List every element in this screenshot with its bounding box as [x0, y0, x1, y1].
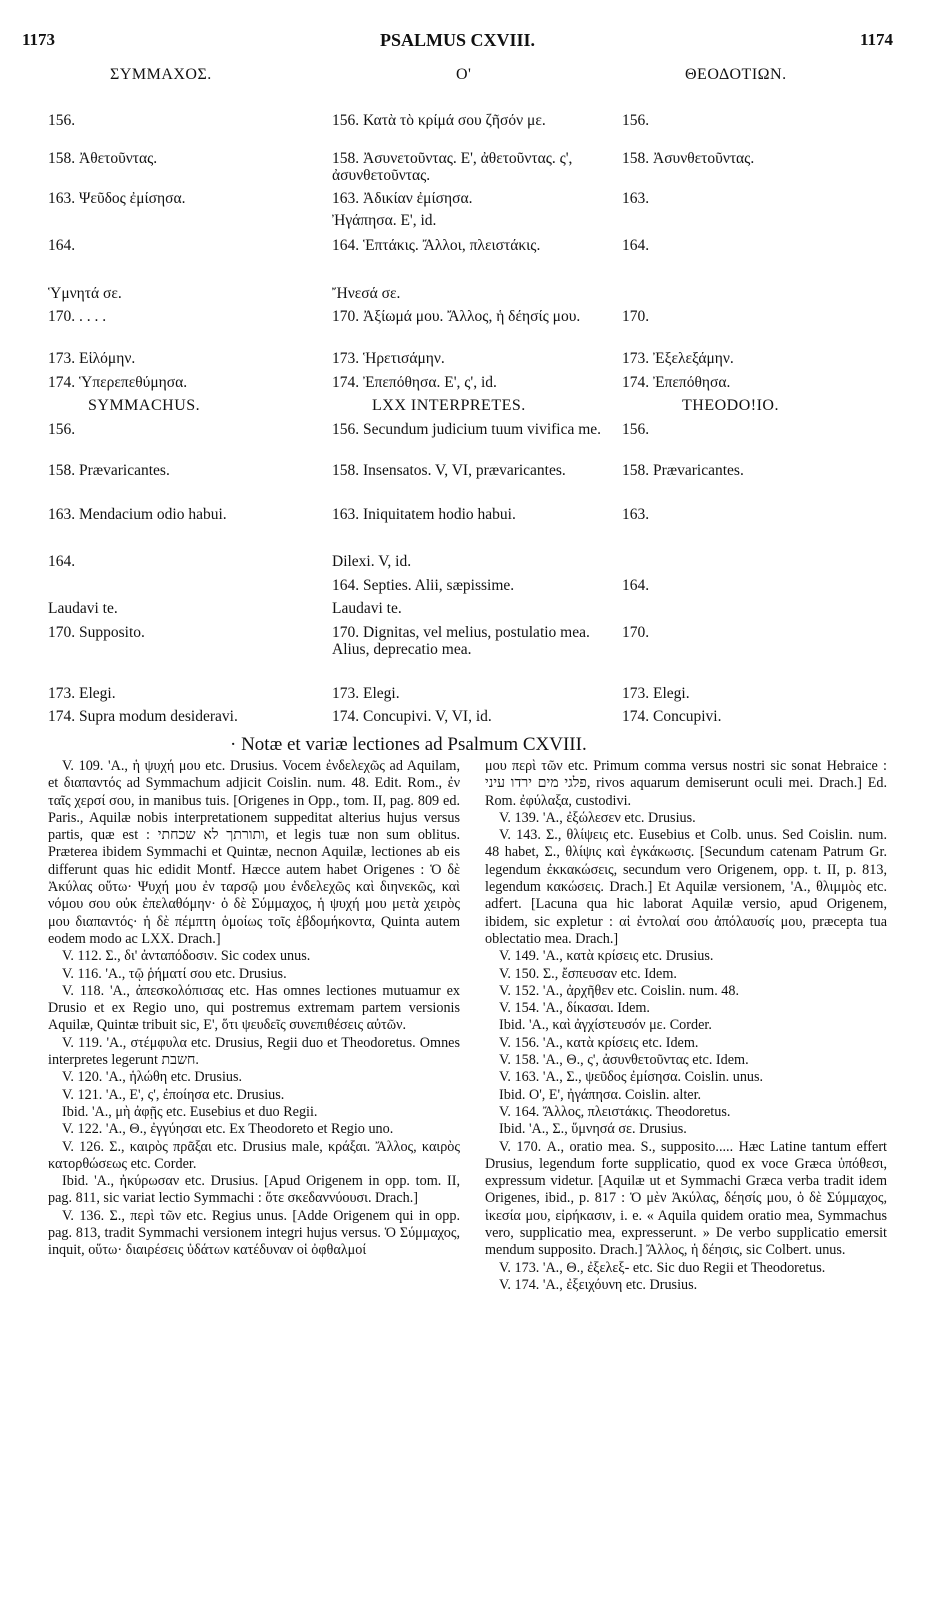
latin-row-center: 174. Concupivi. V, VI, id. [332, 708, 492, 725]
note-paragraph: V. 116. 'Α., τῷ ῥήματί σου etc. Drusius. [62, 965, 287, 982]
note-paragraph: V. 118. 'Α., ἀπεσκολόπισας etc. Has omnes lectiones mutuamur ex Drusio et ex Regio uno, qui postremus extremam partem versionis Aquilæ, Quintæ tribuit sic, Ε', ὅτι ψευδεῖς συνεπιθέσεις αὐτῶν. [48, 982, 460, 1034]
note-paragraph: V. 156. 'Α., κατὰ κρίσεις etc. Idem. [499, 1034, 699, 1051]
greek-row-center: 163. Ἀδικίαν ἐμίσησα. [332, 190, 473, 207]
note-paragraph: V. 173. 'Α., Θ., ἐξελεξ- etc. Sic duo Regii et Theodoretus. [499, 1259, 826, 1276]
note-paragraph: V. 126. Σ., καιρὸς πρᾶξαι etc. Drusius male, κράξαι. Ἄλλος, καιρὸς κατορθώσεως etc. Corder. [48, 1138, 460, 1172]
latin-row-center: 164. Septies. Alii, sæpissime. [332, 577, 515, 594]
note-paragraph: Ibid. 'Α., καὶ ἀγχίστευσόν με. Corder. [499, 1017, 712, 1034]
greek-row-center: 158. Ἀσυνετοῦντας. Ε', ἀθετοῦντας. ς', ἀσυνθετοῦντας. [332, 150, 573, 184]
latin-row-left: 163. Mendacium odio habui. [48, 506, 227, 523]
page-number-right: 1174 [860, 30, 894, 49]
page-title: PSALMUS CXVIII. [380, 30, 536, 50]
latin-row-right: 173. Elegi. [622, 685, 690, 702]
column-head-symmachus-greek: ΣΥΜΜΑΧΟΣ. [110, 66, 212, 83]
note-paragraph: V. 154. 'Α., δίκασαι. Idem. [499, 1000, 650, 1017]
greek-row-left: 170. . . . . [48, 308, 107, 325]
note-paragraph: V. 158. 'Α., Θ., ς', ἀσυνθετοῦντας etc. Idem. [499, 1052, 749, 1069]
note-paragraph: V. 149. 'Α., κατὰ κρίσεις etc. Drusius. [499, 948, 714, 965]
note-paragraph: V. 112. Σ., δι' ἀνταπόδοσιν. Sic codex unus. [62, 948, 311, 965]
latin-row-right: 174. Concupivi. [622, 708, 722, 725]
latin-row-right: 163. [622, 506, 650, 523]
note-paragraph: Ibid. Ο', Ε', ἠγάπησα. Coislin. alter. [499, 1086, 702, 1103]
greek-row-right: 158. Ἀσυνθετοῦντας. [622, 150, 755, 167]
notes-right-column [485, 758, 887, 1294]
latin-row-left: 174. Supra modum desideravi. [48, 708, 238, 725]
column-head-symmachus-latin: SYMMACHUS. [88, 397, 201, 414]
greek-row-left: Ὑμνητά σε. [48, 285, 122, 302]
note-paragraph: V. 143. Σ., θλίψεις etc. Eusebius et Colb. unus. Sed Coislin. num. 48 habet, Σ., θλίψις καὶ ἐγκάκωσις. [Secundum catenam Patrum Gr. legendum ἐκκακώσεις, secundum vero Origenem, opp. t. II, p. 813, legendum κακώσεις. Drach.] Et Aquilæ versionem, 'Α., θλιμμὸς etc. adfert. [Lacuna qua hic laborat Aquilæ versio, apud Origenem, ibidem, sic expletur : αἱ ἐντολαί σου ἀπόλαυσίς μου, præcepta tua oblectatio mea. Drach.] [485, 827, 887, 947]
note-paragraph: Ibid. 'Α., μὴ ἀφῇς etc. Eusebius et duo Regii. [62, 1103, 318, 1120]
greek-row-left: 173. Εἱλόμην. [48, 350, 136, 367]
note-paragraph: V. 164. Ἄλλος, πλειστάκις. Theodoretus. [499, 1103, 731, 1120]
latin-row-right: 164. [622, 577, 650, 594]
note-paragraph: V. 136. Σ., περὶ τῶν etc. Regius unus. [Adde Origenem qui in opp. pag. 813, tradit Symmachi versionem integri hujus versus. Ὁ Σύμμαχος, inquit, οὕτω· διαιρέσεις ὑδάτων κατέδυναν οἱ ὀφθαλμοί [48, 1207, 460, 1259]
greek-row-right: 170. [622, 308, 650, 325]
latin-row-center: 158. Insensatos. V, VI, prævaricantes. [332, 462, 566, 479]
greek-row-left: 174. Ὑπερεπεθύμησα. [48, 374, 188, 391]
latin-row-center: Dilexi. V, id. [332, 553, 412, 570]
note-paragraph: V. 163. 'Α., Σ., ψεῦδος ἐμίσησα. Coislin. unus. [499, 1069, 764, 1086]
latin-row-right: 158. Prævaricantes. [622, 462, 744, 479]
note-paragraph: V. 139. 'Α., ἐξώλεσεν etc. Drusius. [499, 809, 696, 826]
greek-row-center: Ἠγάπησα. Ε', id. [332, 212, 437, 229]
greek-row-right: 173. Ἐξελεξάμην. [622, 350, 734, 367]
greek-row-center: Ἤνεσά σε. [332, 285, 401, 302]
greek-row-left: 156. [48, 112, 76, 129]
note-paragraph: V. 150. Σ., ἔσπευσαν etc. Idem. [499, 965, 677, 982]
note-paragraph: μου περὶ τῶν etc. Primum comma versus nostri sic sonat Hebraice : פלגי מים ירדו עיני, rivos aquarum demiserunt oculi mei. Drach.] Ed. Rom. ἐφύλαξα, custodivi. [485, 758, 887, 809]
note-paragraph: V. 152. 'Α., ἀρχῆθεν etc. Coislin. num. 48. [499, 982, 740, 999]
latin-row-center: 156. Secundum judicium tuum vivifica me. [332, 421, 602, 438]
latin-row-left: 170. Supposito. [48, 624, 145, 641]
latin-row-right: 156. [622, 421, 650, 438]
latin-row-center: Laudavi te. [332, 600, 402, 617]
greek-row-right: 164. [622, 237, 650, 254]
column-head-theodotion-greek: ΘΕΟΔΟΤΙΩΝ. [685, 66, 787, 83]
latin-row-right: 170. [622, 624, 650, 641]
greek-row-right: 156. [622, 112, 650, 129]
note-paragraph: V. 121. 'Α., Ε', ς', ἐποίησα etc. Drusius. [62, 1086, 285, 1103]
notes-left-column [48, 758, 460, 1260]
notes-title: · Notæ et variæ lectiones ad Psalmum CXVIII. [230, 734, 587, 755]
note-paragraph: Ibid. 'Α., Σ., ὕμνησά σε. Drusius. [499, 1121, 687, 1138]
note-paragraph: Ibid. 'Α., ἠκύρωσαν etc. Drusius. [Apud Origenem in opp. tom. II, pag. 811, sic variat lectio Symmachi : ὅτε σκεδαννύουσι. Drach.] [48, 1173, 460, 1207]
note-paragraph: V. 119. 'Α., στέμφυλα etc. Drusius, Regii duo et Theodoretus. Omnes interpretes legerunt חשבת. [48, 1034, 460, 1069]
note-paragraph: V. 174. 'Α., ἐξειχόυνη etc. Drusius. [499, 1276, 698, 1293]
latin-row-left: 164. [48, 553, 76, 570]
note-paragraph: V. 170. Α., oratio mea. S., supposito..... Hæc Latine tantum effert Drusius, legendum forte supplicatio, quod ex voce Græca ὑπόθεσι, expressum videtur. [Aquilæ ut et Symmachi Græca verba tradit idem Origenes, ibid., p. 817 : Ὁ μὲν Ἀκύλας, δέησίς μου, ὁ δὲ Σύμμαχος, ἱκεσία μου, εἰρήκασιν, i. e. « Aquila quidem oratio mea, Symmachus vero, supplicatio mea, expresserunt. » De verbo supplicatio emersit mendum supposito. Drach.] Ἄλλος, ἡ δέησις, sic Colbert. unus. [485, 1138, 887, 1259]
greek-row-center: 164. Ἑπτάκις. Ἄλλοι, πλειστάκις. [332, 237, 541, 254]
greek-row-center: 174. Ἐπεπόθησα. Ε', ς', id. [332, 374, 497, 391]
column-head-theodotion-latin: THEODO!IO. [682, 397, 779, 414]
latin-row-center: 163. Iniquitatem hodio habui. [332, 506, 516, 523]
column-head-lxx-latin: LXX INTERPRETES. [372, 397, 526, 414]
page-number-left: 1173 [22, 30, 56, 49]
note-paragraph: V. 120. 'Α., ἡλώθη etc. Drusius. [62, 1069, 243, 1086]
latin-row-left: Laudavi te. [48, 600, 118, 617]
greek-row-left: 163. Ψεῦδος ἐμίσησα. [48, 190, 186, 207]
latin-row-left: 156. [48, 421, 76, 438]
note-paragraph: V. 109. 'Α., ἡ ψυχή μου etc. Drusius. Vocem ἐνδελεχῶς ad Aquilam, et διαπαντός ad Symmachum adjicit Coislin. num. 48. Edit. Rom., ἐν ταῖς χερσί σου, in manibus tuis. [Origenes in Opp., tom. II, pag. 809 ed. Paris., Aquilæ nobis interpretationem suppeditat alterius hujus versus partis, quæ est : ותורתך לא שכחתי, et legis tuæ non sum oblitus. Præterea ibidem Symmachi et Quintæ, necnon Aquilæ, lectiones ab eis differunt quas hic edidit Montf. Hæcce autem habet Origenes : Ὁ δὲ Ἀκύλας οὕτω· Ψυχή μου ἐν ταρσῷ μου ἐνδελεχῶς καὶ διηνεκῶς, καὶ νόμου σου οὐκ ἐπελαθόμην· ὁ δὲ Σύμμαχος, ἡ ψυχή μου μετὰ χειρὸς μου διαπαντός· ἡ δὲ πέμπτη ὁμοίως τοῖς ἑβδομήκοντα, Quinta autem eodem modo ac LXX. Drach.] [48, 758, 461, 947]
greek-row-left: 158. Ἀθετοῦντας. [48, 150, 158, 167]
latin-row-left: 158. Prævaricantes. [48, 462, 170, 479]
greek-row-left: 164. [48, 237, 76, 254]
greek-row-center: 156. Κατὰ τὸ κρίμά σου ζῆσόν με. [332, 112, 546, 129]
latin-row-center: 170. Dignitas, vel melius, postulatio mea. Alius, deprecatio mea. [332, 624, 590, 658]
latin-row-center: 173. Elegi. [332, 685, 400, 702]
greek-row-center: 170. Ἀξίωμά μου. Ἄλλος, ἡ δέησίς μου. [332, 308, 581, 325]
note-paragraph: V. 122. 'Α., Θ., ἐγγύησαι etc. Ex Theodoreto et Regio uno. [62, 1121, 394, 1138]
greek-row-right: 163. [622, 190, 650, 207]
column-head-lxx-greek: Ο' [456, 66, 472, 83]
greek-row-center: 173. Ἡρετισάμην. [332, 350, 445, 367]
greek-row-right: 174. Ἐπεπόθησα. [622, 374, 731, 391]
latin-row-left: 173. Elegi. [48, 685, 116, 702]
